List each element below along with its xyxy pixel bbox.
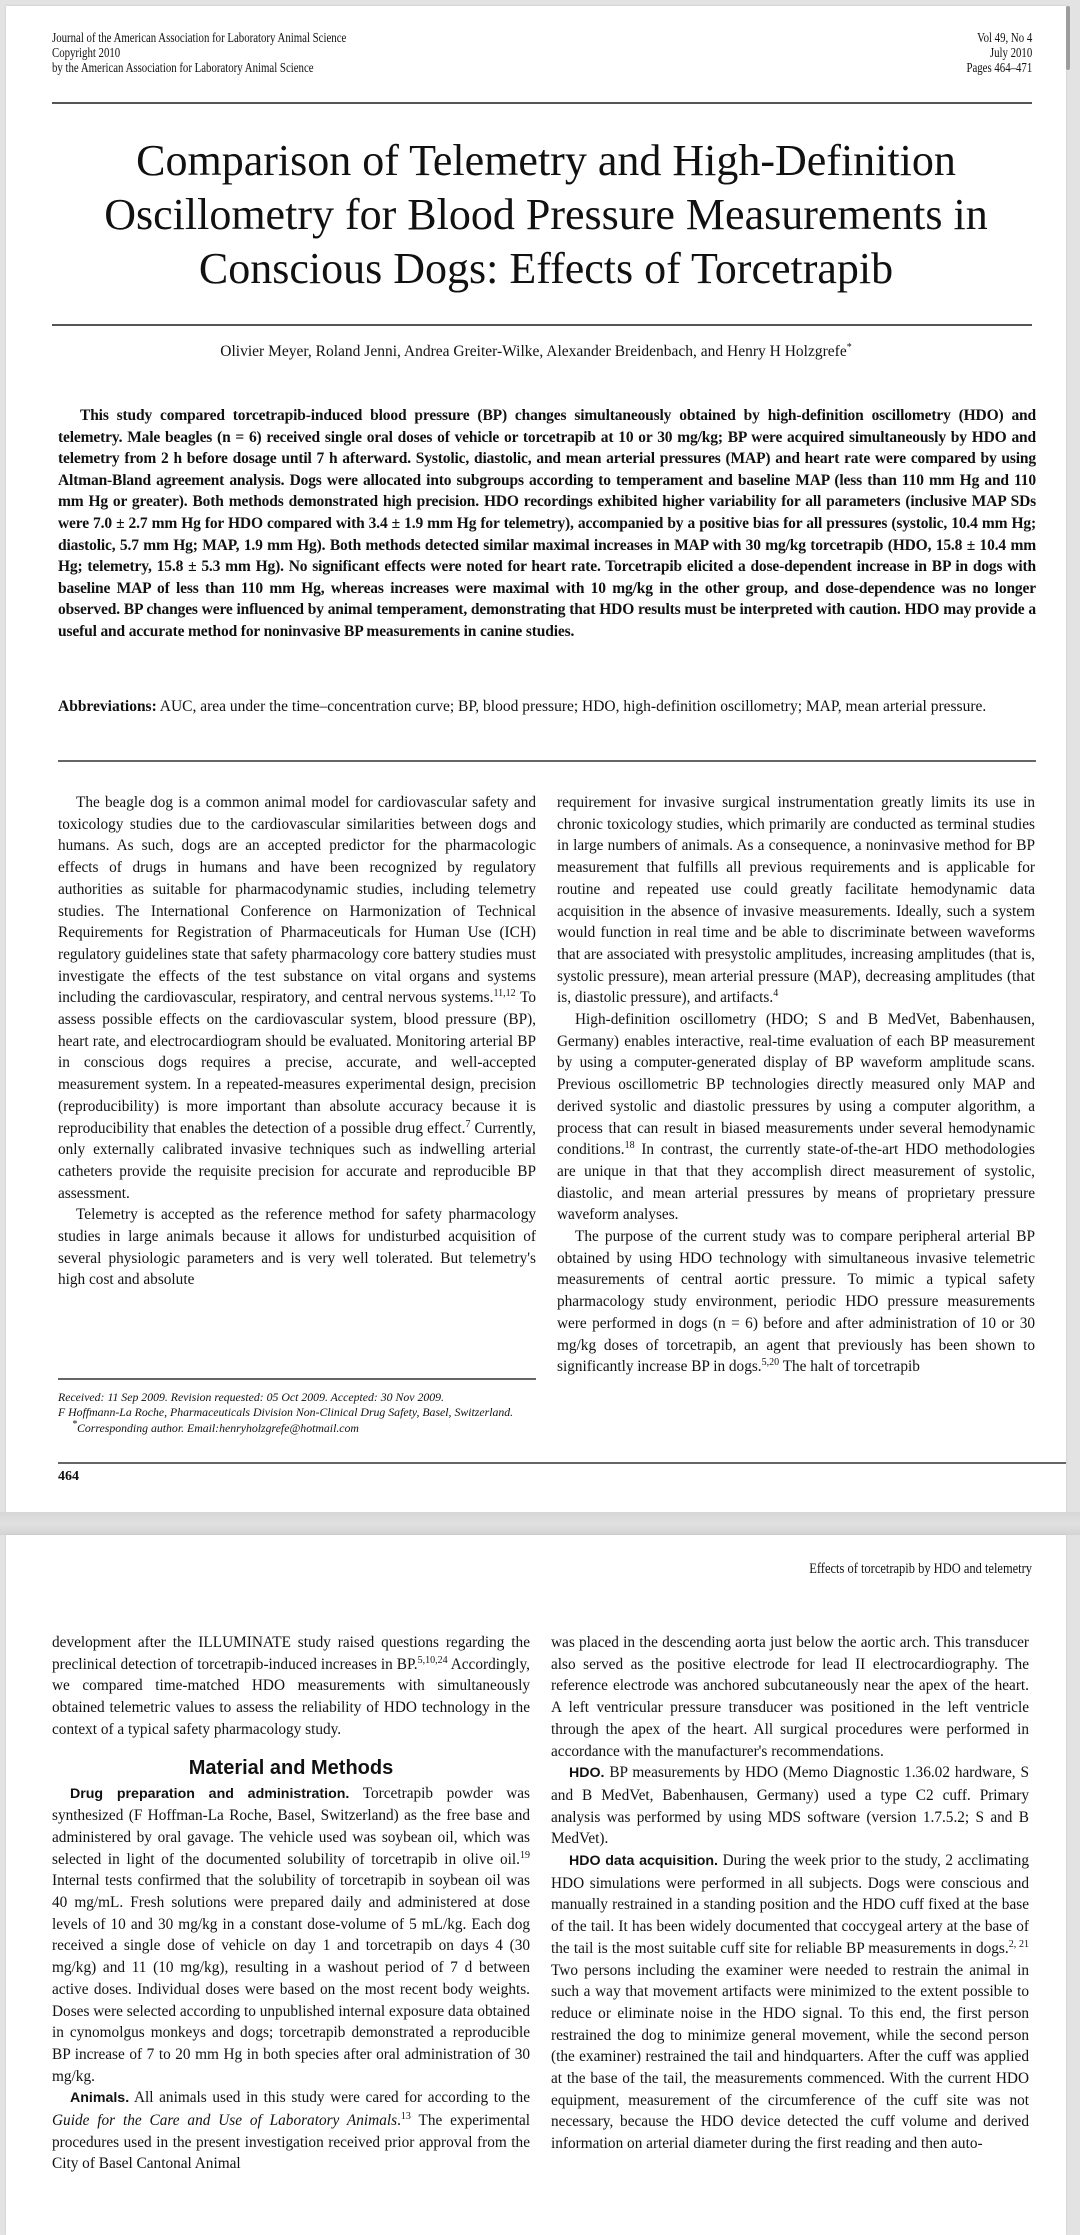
abstract: This study compared torcetrapib-induced blood pressure (BP) changes simultaneously obtained by high-definition oscillometry (HDO) and telemetry. Male beagles (n = 6) received single oral doses of vehicle or torcetrapib at 10 or 30 mg/kg; BP were acquired simultaneously by HDO and telemetry from 2 h before dosage until 7 h afterward. Systolic, diastolic, and mean arterial pressures (MAP) and heart rate were compared by using Altman-Bland agreement analysis. Dogs were allocated into subgroups according to temperament and baseline MAP (less than 110 mm Hg and 110 mm Hg or greater). Both methods demonstrated high precision. HDO recordings exhibited higher variability for all parameters (inclusive MAP SDs were 7.0 ± 2.7 mm Hg for HDO compared with 3.4 ± 1.9 mm Hg for telemetry), accompanied by a positive bias for all pressures (systolic, 10.4 mm Hg; diastolic, 5.7 mm Hg; MAP, 1.9 mm Hg). Both methods detected similar maximal increases in MAP with 30 mg/kg torcetrapib (HDO, 15.8 ± 10.4 mm Hg; telemetry, 15.8 ± 5.3 mm Hg). No significant effects were noted for heart rate. Torcetrapib elicited a dose-dependent increase in BP in dogs with baseline MAP of less than 110 mm Hg, whereas increases were maximal with 10 mg/kg in the other group, and dose-dependence was no longer observed. BP changes were influenced by animal temperament, demonstrating that HDO results must be interpreted with caution. HDO may provide a useful and accurate method for noninvasive BP measurements in canine studies. — [58, 407, 1036, 640]
abstract-divider — [58, 760, 1036, 762]
abbreviations-text: AUC, area under the time–concentration curve; BP, blood pressure; HDO, high-definition oscillometry; MAP, mean arterial pressure. — [156, 698, 987, 715]
article-footnotes — [58, 1390, 536, 1436]
paragraph: The beagle dog is a common animal model for cardiovascular safety and toxicology studies due to the cardiovascular similarities between dogs and humans. As such, dogs are an accepted predictor for the pharmacologic effects of drugs in humans and have been recognized by regulatory authorities as suitable for pharmacodynamic studies, including telemetry studies. The International Conference on Harmonization of Technical Requirements for Registration of Pharmaceuticals for Human Use (ICH) regulatory guidelines state that safety pharmacology core battery studies must investigate the effects of the test substance on vital organs and systems including the cardiovascular, respiratory, and central nervous systems.$^{11,12}$ To assess possible effects on the cardiovascular system, blood pressure (BP), heart rate, and electrocardiogram should be evaluated. Monitoring arterial BP in conscious dogs requires a precise, accurate, and well-accepted measurement system. In a repeated-measures experimental design, precision (reproducibility) is more important than absolute accuracy because it is reproducibility that enables the detection of a possible drug effect.$^7$ Currently, only externally calibrated invasive techniques such as indwelling arterial catheters provide the requisite precision for accurate and reproducible BP assessment. — [58, 794, 537, 1202]
corresponding-mark: * — [846, 341, 852, 353]
affiliation: F Hoffmann-La Roche, Pharmaceuticals Division Non-Clinical Drug Safety, Basel, Switzerland. — [58, 1405, 514, 1420]
page-bottom-divider — [58, 1462, 1066, 1464]
page1-left-column — [58, 792, 536, 1291]
page-separator — [0, 1512, 1080, 1535]
vertical-scrollbar[interactable] — [1066, 6, 1070, 70]
paragraph: High-definition oscillometry (HDO; S and B MedVet, Babenhausen, Germany) enables interactive, real-time evaluation of each BP measurement by using a computer-generated display of BP waveform amplitude scans. Previous oscillometric BP technologies directly measured only MAP and derived systolic and diastolic pressures by using a computer algorithm, a process that can result in biased measurements under several hemodynamic conditions.$^{18}$ In contrast, the currently state-of-the-art HDO methodologies are unique in that that they accomplish direct measurement of systolic, diastolic, and mean arterial pressures by means of proprietary pressure waveform analyses. — [557, 1011, 1035, 1224]
publisher: by the American Association for Laboratory Animal Science — [52, 60, 314, 75]
paragraph: Telemetry is accepted as the reference method for safety pharmacology studies in large animals because it allows for undisturbed acquisition of several physiologic parameters and is very well tolerated. But telemetry's high cost and absolute — [58, 1206, 536, 1289]
paragraph: Animals. All animals used in this study were cared for according to the Guide for the Care and Use of Laboratory Animals.$^{13}$ The experimental procedures used in the present investigation received prior approval from the City of Basel Cantonal Animal — [52, 2089, 530, 2173]
journal-name: Journal of the American Association for Laboratory Animal Science — [52, 30, 347, 45]
paragraph: requirement for invasive surgical instrumentation greatly limits its use in chronic toxicology studies, which primarily are conducted as terminal studies in large numbers of animals. As a consequence, a noninvasive method for BP measurement that fulfills all previous requirements and is applicable for routine and repeated use could greatly facilitate hemodynamic data acquisition in the absence of invasive measurements. Ideally, such a system would function in real time and be able to discriminate between waveforms that are associated with presystolic amplitudes, increasing amplitudes (that is, systolic pressure), mean arterial pressure (MAP), decreasing amplitudes (that is, diastolic pressure), and artifacts.$^4$ — [557, 794, 1035, 1007]
section-heading-methods: Material and Methods — [188, 1756, 394, 1779]
paragraph: development after the ILLUMINATE study raised questions regarding the preclinical detection of torcetrapib-induced increases in BP.$^{5,10,24}$ Accordingly, we compared time-matched HDO measurements with simultaneously obtained telemetric values to assess the reliability of HDO technology in the context of a typical safety pharmacology study. — [52, 1634, 530, 1738]
runin-heading: Drug preparation and administration. — [70, 1785, 350, 1802]
paragraph: The purpose of the current study was to compare peripheral arterial BP obtained by using HDO technology with simultaneous invasive telemetric measurements of central aortic pressure. To mimic a typical safety pharmacology study environment, periodic HDO pressure measurements were performed in dogs (n = 6) before and after administration of 10 or 30 mg/kg doses of torcetrapib, an agent that previously has been shown to significantly increase BP in dogs.$^{5,20}$ The halt of torcetrapib — [557, 1228, 1035, 1376]
paragraph: HDO data acquisition. During the week prior to the study, 2 acclimating HDO simulations were performed in all subjects. Dogs were conscious and manually restrained in a standing position and the HDO cuff fixed at the base of the tail. It has been widely documented that coccygeal artery at the base of the tail is the most suitable cuff site for reliable BP measurements in dogs.$^{2, 21}$ Two persons including the examiner were needed to restrain the animal in such a way that movement artifacts were minimized to the extent possible to reduce or eliminate noise in the HDO signal. To this end, the first person restrained the dog to minimize general movement, while the second person (the examiner) restrained the tail and hindquarters. After the cuff was applied at the base of the tail, the measurements commenced. With the current HDO equipment, measurement of the circumference of the cuff site was not necessary, because the HDO device detected the cuff volume and derived information on arterial diameter during the first reading and then auto- — [551, 1852, 1030, 2153]
paragraph: Drug preparation and administration. Torcetrapib powder was synthesized (F Hoffman-La Roche, Basel, Switzerland) as the free base and administered by oral gavage. The vehicle used was soybean oil, which was selected in light of the documented solubility of torcetrapib in olive oil.$^{19}$ Internal tests confirmed that the solubility of torcetrapib in soybean oil was 40 mg/mL. Fresh solutions were prepared daily and administered at dose levels of 10 and 30 mg/kg in a constant dose-volume of 5 mL/kg. Each dog received a single dose of vehicle on day 1 and torcetrapib on days 4 (30 mg/kg) and 11 (10 mg/kg), resulting in a washout period of 7 d between active doses. Individual doses were based on the most recent body weights. Doses were selected according to unpublished internal exposure data obtained in cynomolgus monkeys and dogs; torcetrapib demonstrated a reproducible BP increase of 7 to 20 mm Hg in both species after oral administration of 30 mg/kg. — [52, 1784, 530, 2085]
paragraph: HDO. BP measurements by HDO (Memo Diagnostic 1.36.02 hardware, S and B MedVet, Babenhausen, Germany) used a type C2 cuff. Primary analysis was performed by using MDS software (version 1.7.5.2; S and B MedVet). — [551, 1764, 1029, 1848]
runin-heading: HDO data acquisition. — [569, 1853, 718, 1870]
journal-header-left — [52, 30, 346, 75]
running-head: Effects of torcetrapib by HDO and telemetry — [809, 1561, 1032, 1577]
issue-date: July 2010 — [989, 45, 1032, 60]
runin-heading: HDO. — [569, 1765, 605, 1782]
author-list — [6, 343, 1066, 361]
footnote-divider — [58, 1378, 536, 1380]
paragraph: was placed in the descending aorta just below the aortic arch. This transducer also served as the positive electrode for lead II electrocardiography. The reference electrode was anchored subcutaneously near the apex of the heart. A left ventricular pressure transducer was positioned in the left ventricle through the apex of the heart. All surgical procedures were performed in accordance with the manufacturer's recommendations. — [551, 1634, 1029, 1760]
header-divider — [52, 102, 1032, 104]
journal-header-right — [966, 30, 1032, 75]
guide-title: Guide for the Care and Use of Laboratory Animals — [52, 2112, 398, 2130]
title-divider — [52, 324, 1032, 326]
page1-right-column — [557, 792, 1035, 1378]
copyright: Copyright 2010 — [52, 45, 121, 60]
runin-heading: Animals. — [70, 2090, 130, 2107]
page-1 — [6, 6, 1066, 1512]
page-number: 464 — [58, 1469, 79, 1484]
page-2 — [6, 1535, 1066, 2235]
page2-right-column — [551, 1632, 1029, 2155]
page-range: Pages 464–471 — [966, 60, 1032, 75]
abbreviations-label: Abbreviations: — [58, 698, 157, 715]
authors-text: Olivier Meyer, Roland Jenni, Andrea Greiter-Wilke, Alexander Breidenbach, and Henry H Holzgrefe — [220, 343, 847, 360]
article-title: Comparison of Telemetry and High-Definition Oscillometry for Blood Pressure Measurements in Conscious Dogs: Effects of Torcetrapib — [104, 136, 988, 293]
volume-issue: Vol 49, No 4 — [976, 30, 1032, 45]
abbreviations — [58, 696, 1036, 718]
page2-left-column — [52, 1632, 530, 2175]
corresponding-author: *Corresponding author. Email:henryholzgrefe@hotmail.com — [72, 1418, 359, 1435]
received-dates: Received: 11 Sep 2009. Revision requested: 05 Oct 2009. Accepted: 30 Nov 2009. — [58, 1390, 445, 1404]
